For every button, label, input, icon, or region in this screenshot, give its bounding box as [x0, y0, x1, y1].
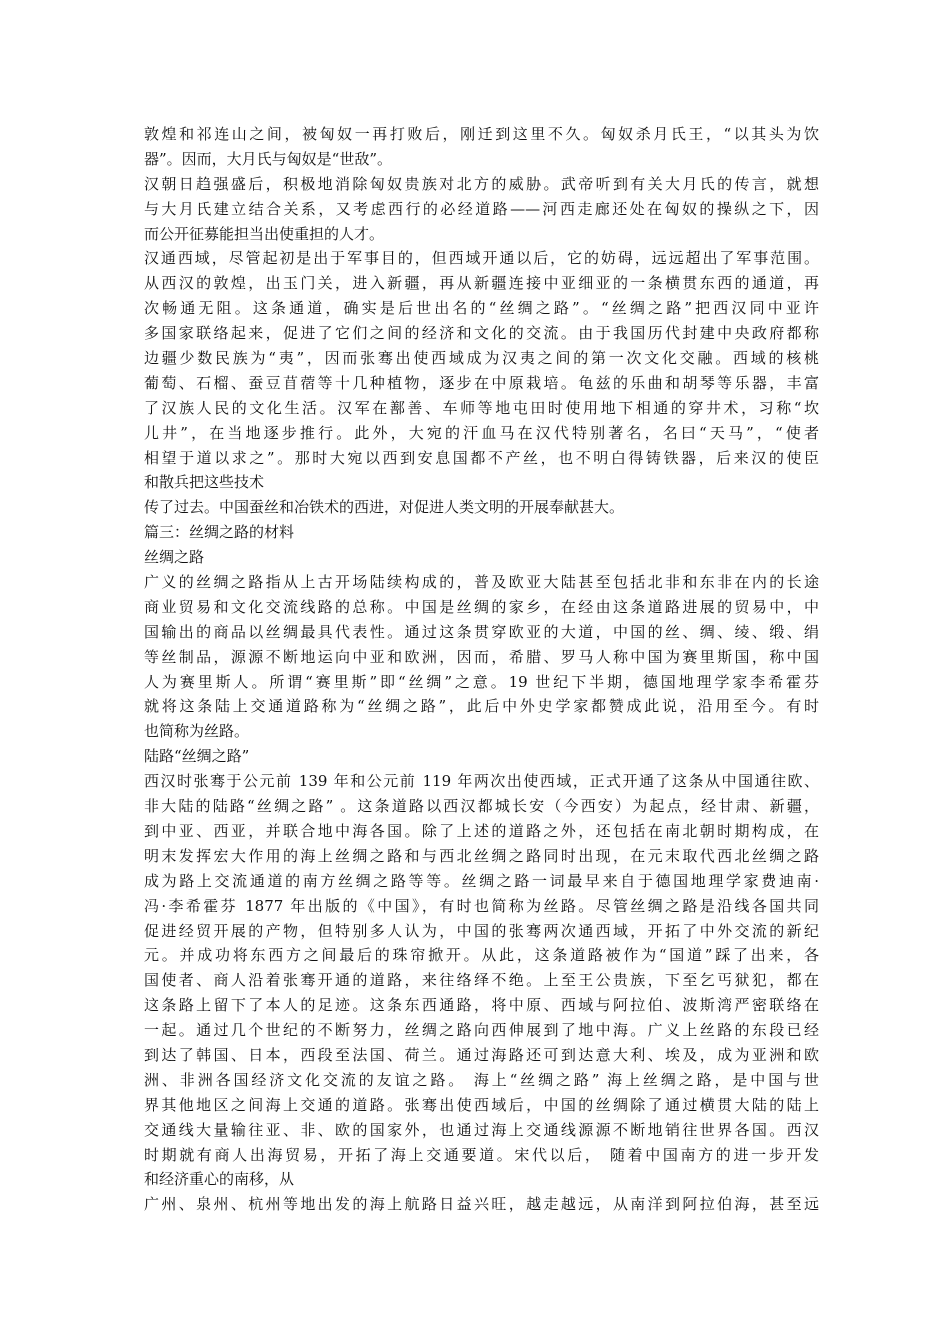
- text-line: 儿井”，在当地逐步推行。此外，大宛的汗血马在汉代特别著名，名曰“天马”，“使者: [144, 423, 819, 442]
- text-line: 也简称为丝路。: [144, 722, 250, 741]
- text-line: 和散兵把这些技术: [144, 473, 265, 492]
- text-line: 到中亚、西亚，并联合地中海各国。除了上述的道路之外，还包括在南北朝时期构成，在: [144, 821, 819, 840]
- text-line: 广义的丝绸之路指从上古开场陆续构成的，普及欧亚大陆甚至包括北非和东非在内的长途: [144, 573, 819, 592]
- text-line: 篇三：丝绸之路的材料: [144, 523, 295, 542]
- text-line: 和经济重心的南移，从: [144, 1170, 295, 1189]
- text-line: 西汉时张骞于公元前 139 年和公元前 119 年两次出使西域，正式开通了这条从中国通往欧、: [144, 772, 819, 791]
- text-line: 国使者、商人沿着张骞开通的道路，来往络绎不绝。上至王公贵族，下至乞丐狱犯，都在: [144, 971, 819, 990]
- text-line: 广州、泉州、杭州等地出发的海上航路日益兴旺，越走越远，从南洋到阿拉伯海，甚至远: [144, 1195, 819, 1214]
- text-line: 从西汉的敦煌，出玉门关，进入新疆，再从新疆连接中亚细亚的一条横贯东西的通道，再: [144, 274, 819, 293]
- text-line: 就将这条陆上交通道路称为“丝绸之路”，此后中外史学家都赞成此说，沿用至今。有时: [144, 697, 819, 716]
- text-line: 汉通西域，尽管起初是出于军事目的，但西域开通以后，它的妨碍，远远超出了军事范围。: [144, 249, 819, 268]
- text-line: 而公开征募能担当出使重担的人才。: [144, 224, 385, 243]
- text-line: 丝绸之路: [144, 548, 205, 567]
- text-line: 葡萄、石榴、蚕豆苜蓿等十几种植物，逐步在中原栽培。龟兹的乐曲和胡琴等乐器，丰富: [144, 373, 819, 392]
- text-line: 冯·李希霍芬 1877 年出版的《中国》，有时也简称为丝路。尽管丝绸之路是沿线各国共同: [144, 896, 819, 915]
- text-line: 界其他地区之间海上交通的道路。张骞出使西域后，中国的丝绸除了通过横贯大陆的陆上: [144, 1095, 819, 1114]
- text-line: 非大陆的陆路“丝绸之路” 。这条道路以西汉都城长安（今西安）为起点，经甘肃、新疆，: [144, 797, 819, 816]
- document-body-text: [144, 122, 819, 1217]
- text-line: 次畅通无阻。这条通道，确实是后世出名的“丝绸之路”。“丝绸之路”把西汉同中亚许: [144, 299, 819, 318]
- text-line: 器”。因而，大月氏与匈奴是“世敌”。: [144, 149, 393, 168]
- text-line: 了汉族人民的文化生活。汉军在鄯善、车师等地屯田时使用地下相通的穿井术，习称“坎: [144, 398, 819, 417]
- text-line: 汉朝日趋强盛后，积极地消除匈奴贵族对北方的威胁。武帝听到有关大月氏的传言，就想: [144, 174, 819, 193]
- text-line: 与大月氏建立结合关系，又考虑西行的必经道路——河西走廊还处在匈奴的操纵之下，因: [144, 199, 819, 218]
- text-line: 商业贸易和文化交流线路的总称。中国是丝绸的家乡，在经由这条道路进展的贸易中，中: [144, 597, 819, 616]
- text-line: 促进经贸开展的产物，但特别多人认为，中国的张骞两次通西域，开拓了中外交流的新纪: [144, 921, 819, 940]
- text-line: 这条路上留下了本人的足迹。这条东西通路，将中原、西域与阿拉伯、波斯湾严密联络在: [144, 996, 819, 1015]
- text-line: 等丝制品，源源不断地运向中亚和欧洲，因而，希腊、罗马人称中国为赛里斯国，称中国: [144, 647, 819, 666]
- text-line: 元。并成功将东西方之间最后的珠帘掀开。从此，这条道路被作为“国道”踩了出来，各: [144, 946, 819, 965]
- text-line: 明末发挥宏大作用的海上丝绸之路和与西北丝绸之路同时出现，在元末取代西北丝绸之路: [144, 846, 819, 865]
- text-line: 国输出的商品以丝绸最具代表性。通过这条贯穿欧亚的大道，中国的丝、绸、绫、缎、绢: [144, 622, 819, 641]
- text-line: 成为路上交流通道的南方丝绸之路等等。丝绸之路一词最早来自于德国地理学家费迪南·: [144, 871, 819, 890]
- text-line: 相望于道以求之”。那时大宛以西到安息国都不产丝，也不明白得铸铁器，后来汉的使臣: [144, 448, 819, 467]
- text-line: 边疆少数民族为“夷”，因而张骞出使西域成为汉夷之间的第一次文化交融。西域的核桃: [144, 349, 819, 368]
- text-line: 一起。通过几个世纪的不断努力，丝绸之路向西伸展到了地中海。广义上丝路的东段已经: [144, 1021, 819, 1040]
- text-line: 敦煌和祁连山之间，被匈奴一再打败后，刚迁到这里不久。匈奴杀月氏王，“以其头为饮: [144, 125, 819, 143]
- text-line: 人为赛里斯人。所谓“赛里斯”即“丝绸”之意。19 世纪下半期，德国地理学家李希霍芬: [144, 672, 819, 691]
- text-line: 到达了韩国、日本，西段至法国、荷兰。通过海路还可到达意大利、埃及，成为亚洲和欧: [144, 1045, 819, 1064]
- text-line: 交通线大量输往亚、非、欧的国家外，也通过海上交通线源源不断地销往世界各国。西汉: [144, 1120, 819, 1139]
- text-line: 洲、非洲各国经济文化交流的友谊之路。 海上“丝绸之路” 海上丝绸之路，是中国与世: [144, 1070, 819, 1089]
- text-line: 多国家联络起来，促进了它们之间的经济和文化的交流。由于我国历代封建中央政府都称: [144, 324, 819, 343]
- text-line: 传了过去。中国蚕丝和冶铁术的西进，对促进人类文明的开展奉献甚大。: [144, 498, 625, 517]
- text-line: 陆路“丝绸之路”: [144, 747, 250, 766]
- text-line: 时期就有商人出海贸易，开拓了海上交通要道。宋代以后， 随着中国南方的进一步开发: [144, 1145, 819, 1164]
